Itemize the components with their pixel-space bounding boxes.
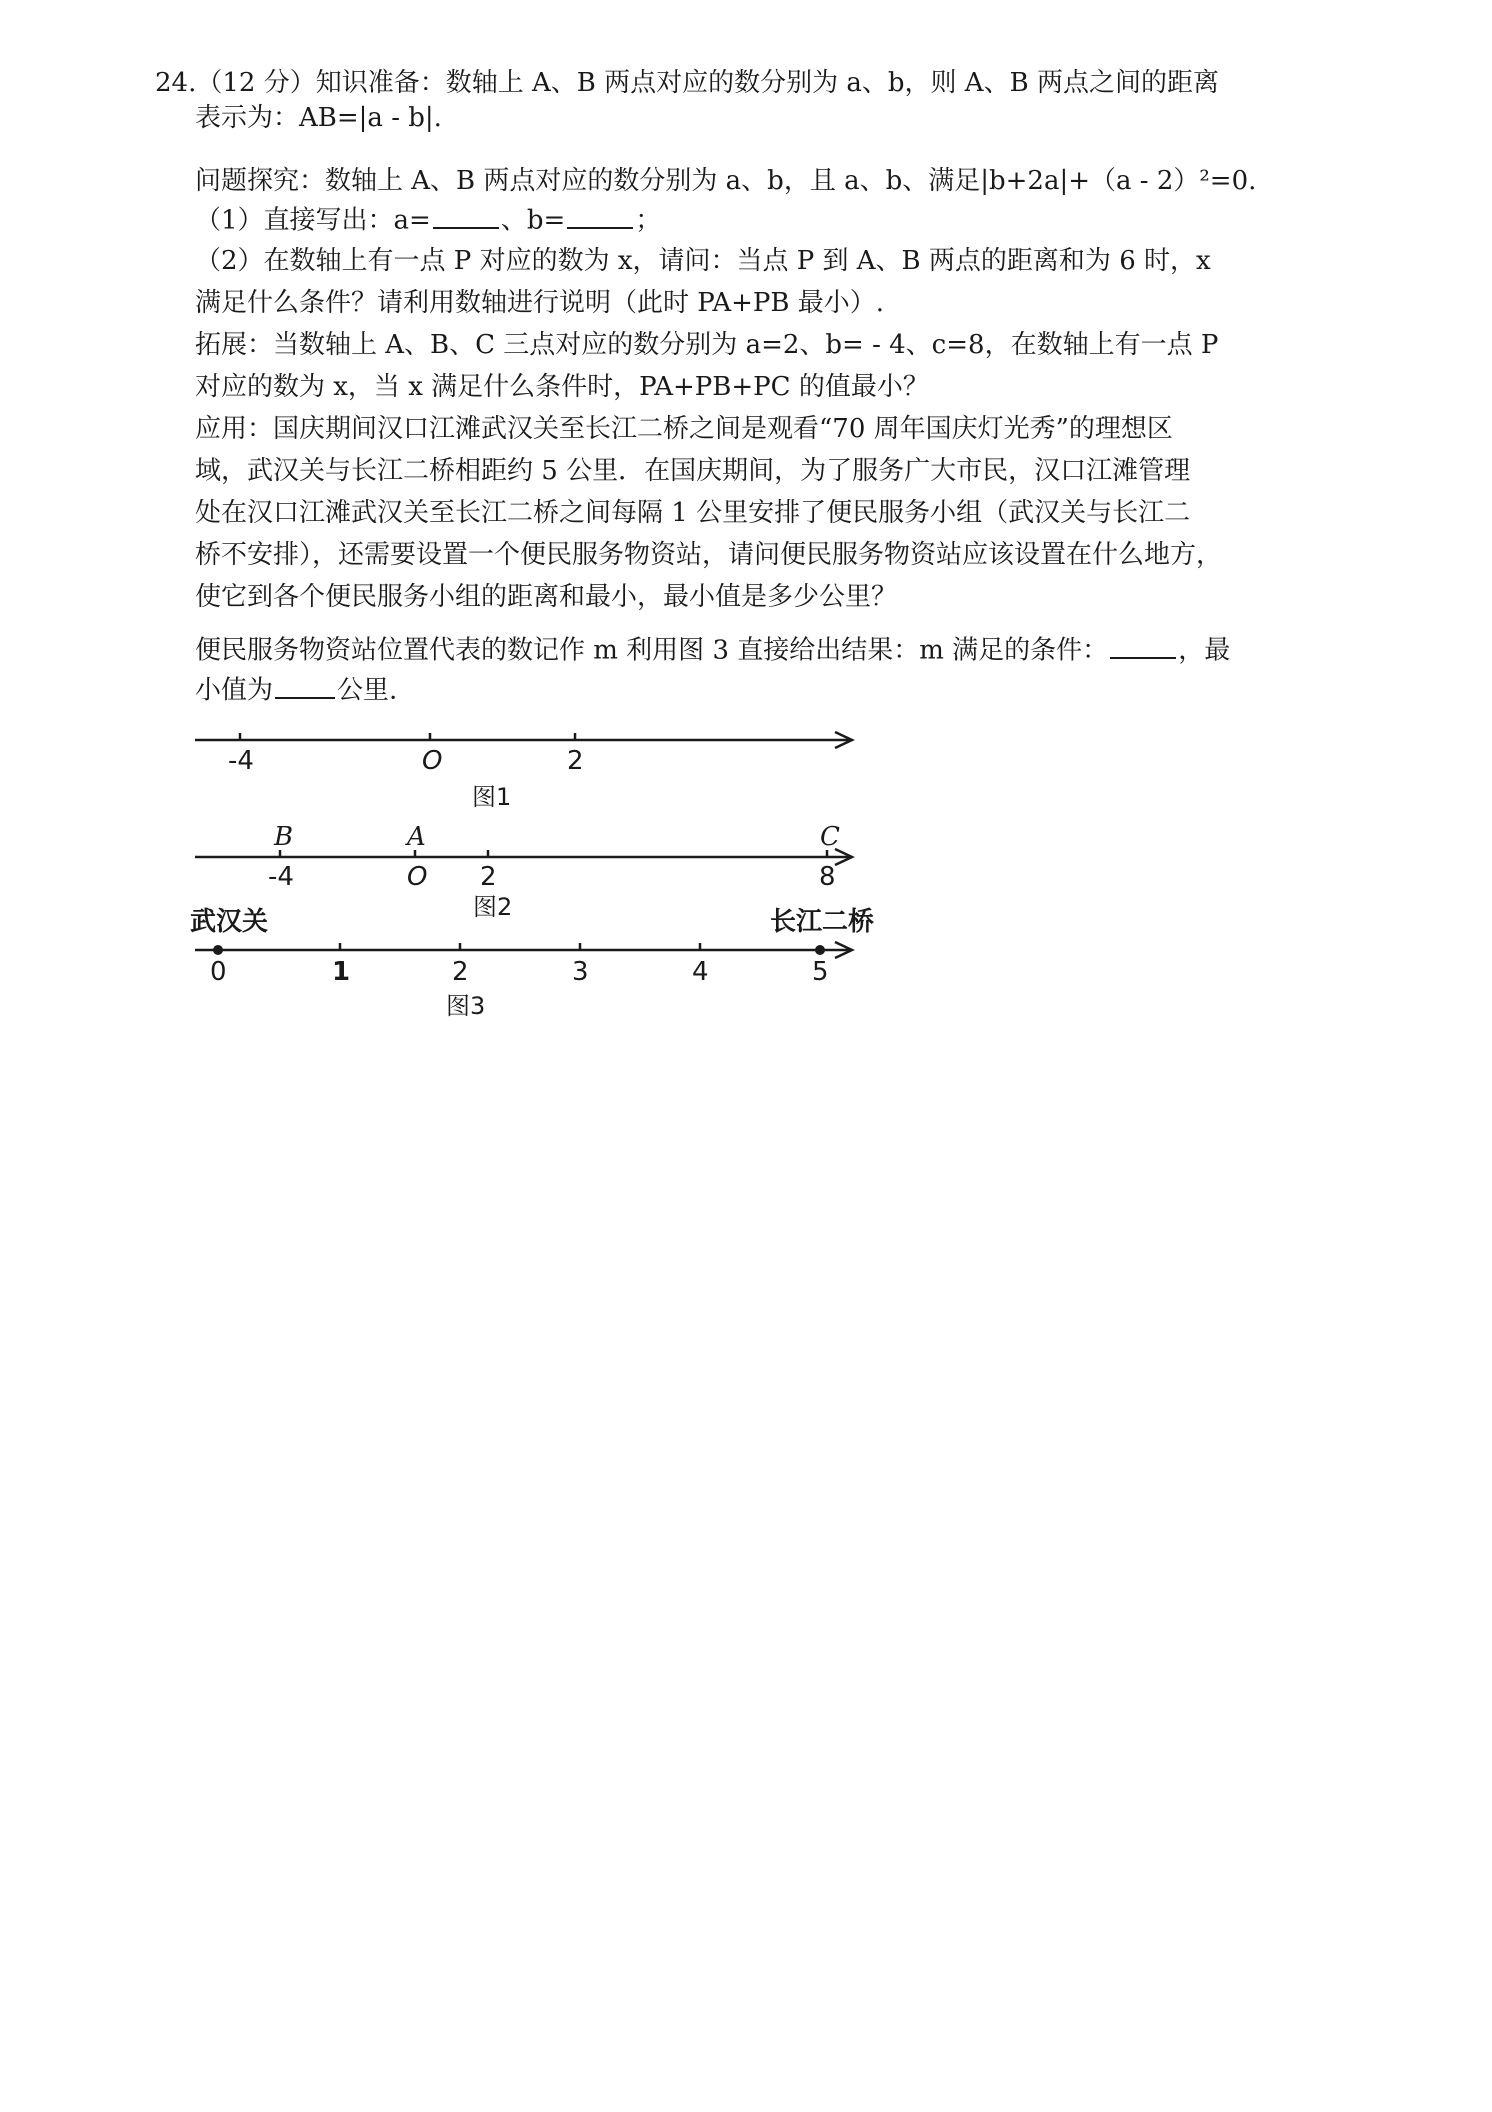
text-application-4: 桥不安排），还需要设置一个便民服务物资站，请问便民服务物资站应该设置在什么地方， [195,540,1223,570]
problem-line-4 [195,198,661,237]
problem-line-14 [195,628,1230,667]
text-km: 公里. [337,675,398,706]
fig3-tick-1: 1 [332,957,351,987]
fig1-tick-minus4: -4 [228,746,254,776]
fig1-tick-origin: O [422,746,443,776]
problem-line-9 [195,408,1173,445]
fig2-tick-origin: O [407,862,428,892]
problem-score: （12 分） [196,68,316,98]
text-part2-cont: 满足什么条件？请利用数轴进行说明（此时 PA+PB 最小）. [195,288,885,318]
fig1-caption: 图1 [472,783,512,811]
problem-number: 24. [155,68,197,98]
fig2-tick-minus4: -4 [268,862,294,892]
text-application-3: 处在汉口江滩武汉关至长江二桥之间每隔 1 公里安排了便民服务小组（武汉关与长江二 [195,498,1191,528]
wuhanguan-dot [213,945,223,955]
problem-line-12 [195,534,1222,571]
answer-blank-a[interactable] [433,198,499,229]
text-part1-a: （1）直接写出：a= [195,205,431,236]
fig3-tick-4: 4 [692,957,709,987]
text-result-m: 便民服务物资站位置代表的数记作 m 利用图 3 直接给出结果：m 满足的条件： [195,635,1109,666]
fig2-tick-8: 8 [819,862,836,892]
text-result-min: ，最 [1178,635,1231,666]
text-knowledge-prep: 知识准备：数轴上 A、B 两点对应的数分别为 a、b，则 A、B 两点之间的距离 [315,68,1219,98]
problem-line-11 [195,492,1190,529]
fig3-tick-2: 2 [452,957,469,987]
text-part1-end: ； [635,205,662,236]
fig2-caption: 图2 [473,893,513,921]
text-application-5: 使它到各个便民服务小组的距离和最小，最小值是多少公里？ [195,582,898,612]
figure-3 [190,900,890,1030]
problem-line-13 [195,576,897,613]
text-extension-cont: 对应的数为 x，当 x 满足什么条件时，PA+PB+PC 的值最小？ [195,372,929,402]
point-b-label: B [274,822,294,852]
point-a-label: A [407,822,426,852]
answer-blank-b[interactable] [567,198,633,229]
fig2-tick-2: 2 [480,862,497,892]
bridge-dot [815,945,825,955]
text-problem-explore: 问题探究：数轴上 A、B 两点对应的数分别为 a、b，且 a、b、满足|b+2a|+（a - 2）²=0. [195,166,1257,196]
text-application-2: 域，武汉关与长江二桥相距约 5 公里．在国庆期间，为了服务广大市民，汉口江滩管理 [195,456,1191,486]
problem-line-8 [195,366,929,403]
text-part1-b: 、b= [500,205,566,236]
text-part2: （2）在数轴上有一点 P 对应的数为 x，请问：当点 P 到 A、B 两点的距离和为 6 时，x [195,246,1211,276]
problem-line-15 [195,668,397,707]
answer-blank-min[interactable] [275,668,335,699]
problem-line-10 [195,450,1190,487]
problem-line-1 [155,62,1219,99]
problem-line-2 [195,97,442,134]
text-min-value: 小值为 [195,675,274,706]
problem-line-5 [195,240,1211,277]
fig1-tick-2: 2 [567,746,584,776]
figure-1 [190,705,890,815]
fig3-tick-3: 3 [572,957,589,987]
text-distance-formula: 表示为：AB=|a - b|. [195,103,442,133]
fig3-tick-0: 0 [210,957,227,987]
number-line-fig1 [190,705,890,815]
fig3-caption: 图3 [446,992,486,1020]
place-wuhanguan: 武汉关 [190,907,269,937]
problem-line-3 [195,160,1256,197]
problem-line-7 [195,324,1218,361]
answer-blank-m[interactable] [1110,628,1176,659]
place-changjiang-bridge: 长江二桥 [770,907,875,937]
text-application: 应用：国庆期间汉口江滩武汉关至长江二桥之间是观看“70 周年国庆灯光秀”的理想区 [195,414,1173,444]
text-extension: 拓展：当数轴上 A、B、C 三点对应的数分别为 a=2、b= - 4、c=8，在数轴上有一点 P [195,330,1219,360]
fig3-tick-5: 5 [812,957,829,987]
point-c-label: C [820,822,840,852]
problem-line-6 [195,282,884,319]
number-line-fig3 [190,900,910,1030]
